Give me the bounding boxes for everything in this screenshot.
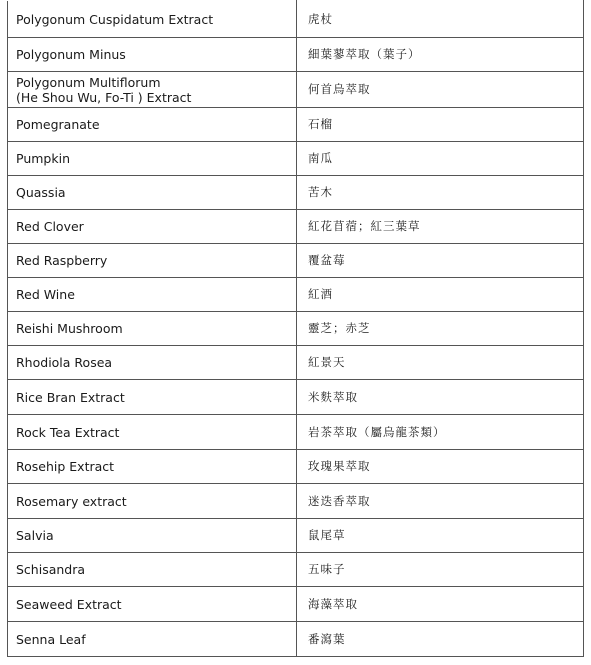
english-name-cell: Rhodiola Rosea [8,346,297,380]
table-row [8,587,584,622]
chinese-name-cell: 玫瑰果萃取 [297,450,584,484]
chinese-name-cell: 五味子 [297,553,584,587]
table-row [8,278,584,312]
english-name-cell: Rock Tea Extract [8,415,297,450]
chinese-name-cell: 苦木 [297,176,584,210]
english-name-cell: Red Wine [8,278,297,312]
table-row [8,312,584,346]
chinese-name-cell: 何首烏萃取 [297,72,584,108]
english-name-cell: Schisandra [8,553,297,587]
english-name-cell: Rosemary extract [8,484,297,519]
chinese-name-cell: 紅景天 [297,346,584,380]
chinese-name-cell: 紅花苜蓿；紅三葉草 [297,210,584,244]
english-name-cell: Pomegranate [8,108,297,142]
chinese-name-cell: 迷迭香萃取 [297,484,584,519]
table-row [8,622,584,657]
chinese-name-cell: 虎杖 [297,1,584,38]
table-row [8,380,584,415]
table-row [8,210,584,244]
chinese-name-cell: 覆盆莓 [297,244,584,278]
english-name-cell: Seaweed Extract [8,587,297,622]
table-row [8,72,584,108]
table-row [8,450,584,484]
ingredient-table-body [8,1,584,657]
table-row [8,553,584,587]
table-row [8,244,584,278]
ingredient-table-container [7,0,584,657]
table-row [8,142,584,176]
english-name-cell: Rice Bran Extract [8,380,297,415]
english-name-cell: Salvia [8,519,297,553]
chinese-name-cell: 番瀉葉 [297,622,584,657]
english-name-cell: Rosehip Extract [8,450,297,484]
chinese-name-cell: 石榴 [297,108,584,142]
table-row [8,108,584,142]
english-name-cell: Red Raspberry [8,244,297,278]
table-row [8,415,584,450]
table-row [8,1,584,38]
english-name-cell: Polygonum Cuspidatum Extract [8,1,297,38]
chinese-name-cell: 米麩萃取 [297,380,584,415]
english-name-cell: Pumpkin [8,142,297,176]
english-name-cell: Polygonum Minus [8,38,297,72]
chinese-name-cell: 岩茶萃取（屬烏龍茶類） [297,415,584,450]
table-row [8,519,584,553]
english-name-cell: Senna Leaf [8,622,297,657]
ingredient-table [7,0,584,657]
table-row [8,38,584,72]
table-row [8,346,584,380]
table-row [8,484,584,519]
english-name-cell: Red Clover [8,210,297,244]
chinese-name-cell: 細葉蓼萃取（葉子） [297,38,584,72]
english-name-cell: Reishi Mushroom [8,312,297,346]
chinese-name-cell: 紅酒 [297,278,584,312]
chinese-name-cell: 靈芝；赤芝 [297,312,584,346]
english-name-cell: Polygonum Multiflorum (He Shou Wu, Fo-Ti ) Extract [8,72,297,108]
chinese-name-cell: 鼠尾草 [297,519,584,553]
chinese-name-cell: 海藻萃取 [297,587,584,622]
chinese-name-cell: 南瓜 [297,142,584,176]
table-row [8,176,584,210]
english-name-cell: Quassia [8,176,297,210]
